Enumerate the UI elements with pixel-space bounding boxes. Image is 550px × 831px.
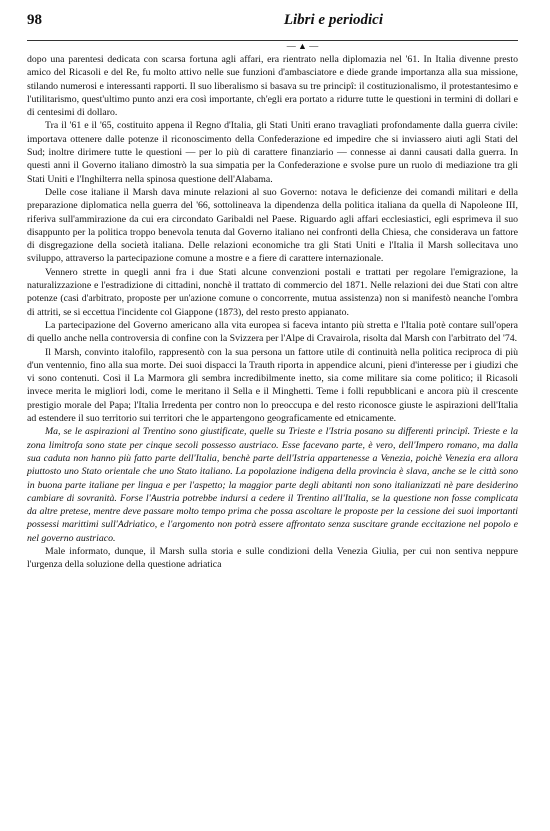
paragraph-4: Vennero strette in quegli anni fra i due Stati alcune convenzioni postali e trattati per regolare l'emigrazione, la naturalizzazione e l'estradizione di cittadini, nonchè il trattato di commercio del 1871. Nelle relazioni dei due Stati con altre potenze (casi d'arbitrato, proposte per un'azione comune o concorrente, mutua assistenza) non si manifestò neanche l'ombra di attriti, se si eccettua l'incidente col Giappone (1873), del resto presto appianato.: [27, 266, 518, 318]
body-text: [27, 53, 518, 572]
paragraph-1: dopo una parentesi dedicata con scarsa fortuna agli affari, era rientrato nella diplomazia nel '61. In Italia divenne presto amico del Ricasoli e del Re, fu molto attivo nelle sue funzioni d'ambasciatore e diede grande importanza alla sua missione, stilando numerosi e interessanti rapporti. Il suo liberalismo si basava su tre principî: il costituzionalismo, il protestantesimo e l'utilitarismo, quest'ultimo punto anzi era così importante, ch'egli era portato a ridurre tutte le questioni in termini di dollari e di centesimi di dollaro.: [27, 54, 518, 119]
running-title: Libri e periodici: [283, 12, 383, 28]
paragraph-5: La partecipazione del Governo americano alla vita europea si faceva intanto più stretta e l'Italia potè contare sull'opera di quello anche nella controversia di confine con la Svizzera per l'Alpe di Cravairola, risolta dal Marsh con l'arbitrato del '74.: [27, 319, 518, 345]
paragraph-6: Il Marsh, convinto italofilo, rappresentò con la sua persona un fattore utile di continuità nella politica reciproca di più d'un ventennio, fino alla sua morte. Dei suoi dispacci la Trauth riporta in appendice alcuni, pieni d'interesse per i giudizi che vi sono contenuti. Così il La Marmora gli sembra incredibilmente inetto, sia come militare sia come politico; il Ricasoli invece merita le migliori lodi, come le meritano il Sella e il Minghetti. Teme i folli repubblicani e ancora più il crescente prestigio morale del Papa; l'Italia Irredenta per contro non lo preoccupa e del resto riconosce giuste le aspirazioni dell'Italia ad estendere il suo territorio sui territori che le appartengono geograficamente ed etnicamente.: [27, 346, 518, 425]
paragraph-3: Delle cose italiane il Marsh dava minute relazioni al suo Governo: notava le deficienze dei comandi militari e della preparazione diplomatica nella guerra del '66, sottolineava la dipendenza della politica italiana da quella di Napoleone III, riferiva sull'ammirazione da cui era circondato Garibaldi nel Paese. Riguardo agli affari ecclesiastici, egli esprimeva il suo disappunto per la politica troppo benevola tenuta dal Governo italiano nei confronti della Chiesa, che considerava un fattore di disgregazione della società italiana. Delle relazioni economiche tra gli Stati Uniti e l'Italia il Marsh sollecitava uno sviluppo, attraverso la partecipazione comune a mostre e a fiere di carattere internazionale.: [27, 186, 518, 265]
paragraph-2: Tra il '61 e il '65, costituito appena il Regno d'Italia, gli Stati Uniti erano travagliati profondamente dalla guerra civile: importava ottenere dalle potenze il riconoscimento della Confederazione ed impedire che si inviassero aiuti agli Stati del Sud; inoltre dirimere tutte le questioni — per lo più di carattere finanziario — connesse ai danni causati dalla guerra. In questi anni il Governo italiano dimostrò la sua simpatia per la Confederazione e svolse pure un ruolo di mediazione tra gli Stati Uniti e l'Inghilterra nella spinosa questione dell'Alabama.: [27, 120, 518, 185]
separator-mark: — ▲ —: [286, 41, 319, 51]
page-number: 98: [27, 12, 42, 28]
paragraph-7-quotation: Ma, se le aspirazioni al Trentino sono giustificate, quelle su Trieste e l'Istria posano su differenti principî. Trieste e la zona limitrofa sono state per cinque secoli possesso austriaco. Esse facevano parte, è vero, dell'Impero romano, ma dalla sua caduta non hanno più fatto parte dell'Italia, benchè parte dell'Istria appartenesse a Venezia, poichè Venezia era allora piuttosto uno Stato orientale che uno Stato italiano. La popolazione indigena della provincia è slava, anche se le città sono in buona parte italiane per lingua e per l'aspetto; la maggior parte degli abitanti non sono italianizzati nè pare desiderino cambiare di sovranità. Forse l'Austria potrebbe indursi a cedere il Trentino all'Italia, se la questione non fosse complicata da altre pretese, mentre deve passare molto tempo prima che possa ascoltare le proposte per la cessione dei suoi importanti possessi marittimi sull'Adriatico, e l'argomento non potrà essere affrontato senza suscitare grande eccitazione nel popolo e nel governo austriaco.: [27, 426, 518, 544]
page-header: [27, 12, 518, 38]
paragraph-8: Male informato, dunque, il Marsh sulla storia e sulle condizioni della Venezia Giulia, per cui non sentiva neppure l'urgenza della soluzione della questione adriatica: [27, 545, 518, 571]
